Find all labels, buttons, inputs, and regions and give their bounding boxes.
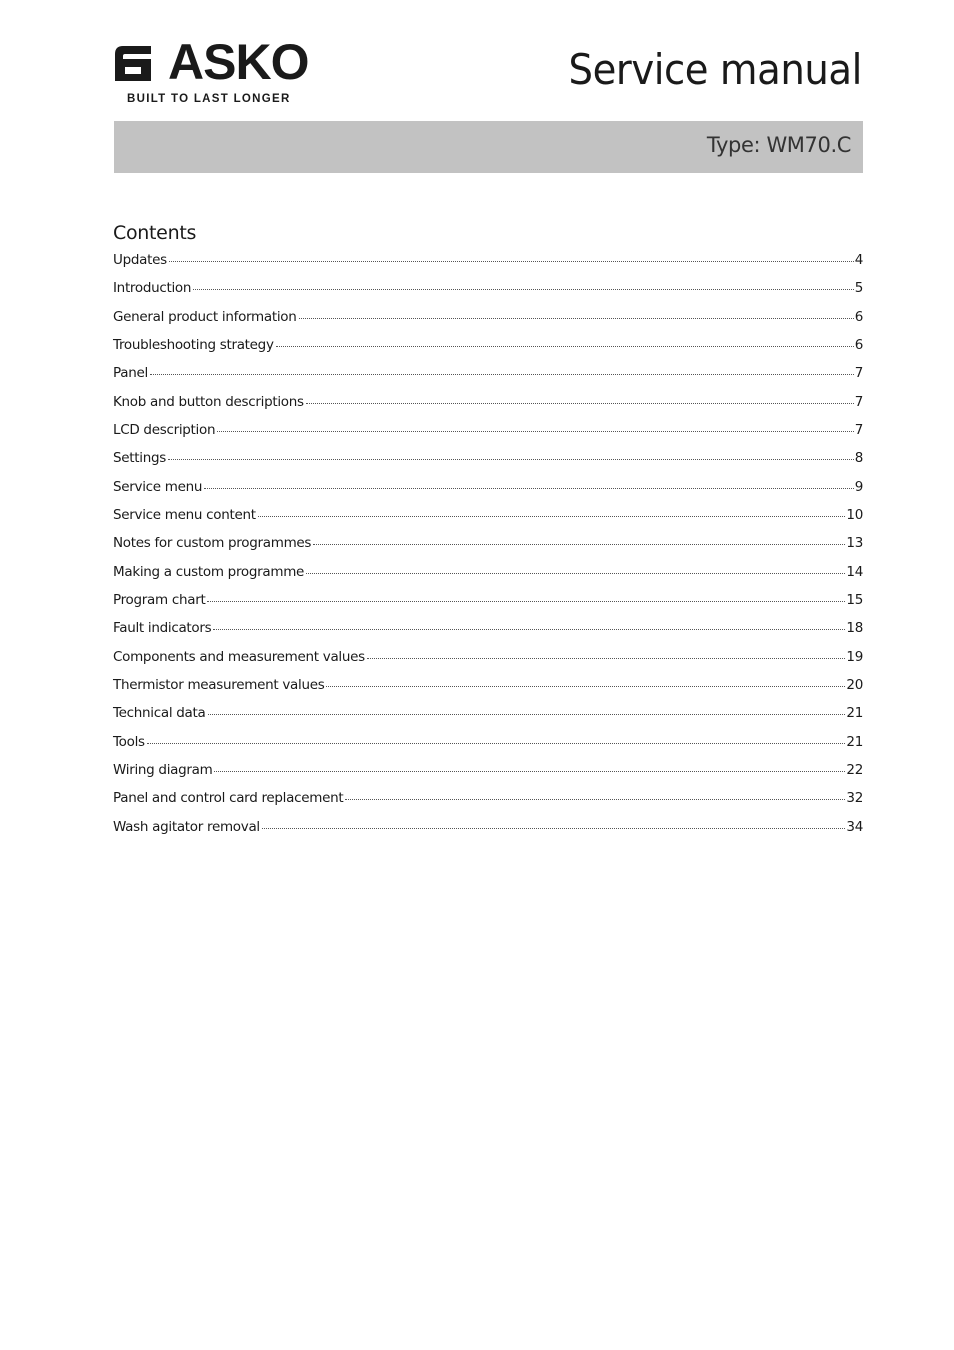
toc-entry[interactable] [113, 507, 863, 535]
toc-entry[interactable] [113, 705, 863, 733]
toc-entry-title: Updates [113, 252, 167, 268]
toc-entry-title: Tools [113, 733, 145, 750]
toc-entry[interactable] [113, 620, 863, 648]
toc-dot-leader [306, 572, 845, 574]
toc-entry-page: 6 [854, 308, 863, 325]
toc-dot-leader [326, 685, 845, 687]
toc-entry[interactable] [113, 790, 863, 818]
toc-entry[interactable] [113, 592, 863, 620]
toc-entry-title: Making a custom programme [113, 563, 305, 580]
toc-entry-title: Introduction [113, 280, 192, 297]
toc-entry-title: General product information [113, 308, 297, 325]
toc-entry-title: Panel [113, 365, 148, 382]
toc-entry-page: 14 [846, 563, 863, 580]
toc-entry[interactable] [113, 309, 863, 337]
toc-entry-title: Components and measurement values [113, 648, 365, 665]
brand-tagline: BUILT TO LAST LONGER [127, 93, 291, 105]
toc-entry-page: 13 [846, 535, 863, 552]
toc-entry-page: 19 [846, 648, 863, 665]
toc-entry[interactable] [113, 422, 863, 450]
toc-entry[interactable] [113, 280, 863, 308]
toc-entry-page: 8 [854, 450, 863, 467]
toc-entry-page: 21 [846, 705, 863, 722]
toc-entry-title: Wash agitator removal [113, 818, 260, 835]
toc-entry[interactable] [113, 479, 863, 507]
toc-entry-page: 22 [846, 761, 863, 778]
type-band [114, 121, 863, 173]
toc-entry-page: 34 [846, 818, 863, 835]
toc-dot-leader [147, 742, 846, 744]
asko-logo-mark-icon [113, 43, 153, 83]
toc-entry[interactable] [113, 252, 863, 280]
toc-entry-page: 7 [854, 365, 863, 382]
toc-dot-leader [208, 713, 846, 715]
toc-dot-leader [258, 515, 846, 517]
toc-dot-leader [213, 628, 845, 630]
contents-heading: Contents [113, 222, 197, 244]
toc-entry-page: 7 [854, 393, 863, 410]
toc-dot-leader [193, 288, 854, 290]
toc-dot-leader [262, 827, 846, 829]
toc-entry-title: Service menu content [113, 506, 256, 523]
toc-dot-leader [204, 487, 854, 489]
toc-dot-leader [276, 345, 854, 347]
toc-dot-leader [150, 373, 854, 375]
toc-entry-title: Program chart [113, 591, 206, 608]
toc-entry-title: Knob and button descriptions [113, 393, 304, 410]
toc-entry[interactable] [113, 564, 863, 592]
toc-entry-page: 15 [846, 591, 863, 608]
toc-dot-leader [299, 317, 854, 319]
toc-dot-leader [306, 402, 854, 404]
toc-entry-page: 10 [846, 506, 863, 523]
toc-entry-title: Wiring diagram [113, 761, 213, 778]
toc-entry-title: LCD description [113, 421, 216, 438]
toc-entry-title: Notes for custom programmes [113, 535, 312, 552]
table-of-contents [113, 252, 863, 847]
toc-entry[interactable] [113, 535, 863, 563]
toc-entry-page: 4 [854, 252, 863, 268]
toc-entry-title: Technical data [113, 705, 206, 722]
toc-dot-leader [214, 770, 845, 772]
toc-dot-leader [345, 798, 845, 800]
toc-entry-page: 9 [854, 478, 863, 495]
model-type-label: Type: WM70.C [706, 133, 851, 157]
toc-entry[interactable] [113, 337, 863, 365]
toc-entry[interactable] [113, 450, 863, 478]
toc-entry-page: 18 [846, 620, 863, 637]
toc-entry-page: 6 [854, 336, 863, 353]
toc-entry-title: Panel and control card replacement [113, 790, 344, 807]
asko-logo [113, 34, 328, 108]
toc-entry[interactable] [113, 734, 863, 762]
toc-entry-title: Troubleshooting strategy [113, 336, 274, 353]
toc-entry-page: 20 [846, 676, 863, 693]
toc-entry-page: 21 [846, 733, 863, 750]
toc-dot-leader [313, 543, 845, 545]
toc-entry[interactable] [113, 649, 863, 677]
document-title: Service manual [568, 45, 862, 94]
toc-dot-leader [217, 430, 854, 432]
toc-entry[interactable] [113, 762, 863, 790]
toc-entry[interactable] [113, 677, 863, 705]
toc-entry[interactable] [113, 394, 863, 422]
toc-entry-title: Settings [113, 450, 166, 467]
toc-entry-title: Thermistor measurement values [113, 676, 325, 693]
toc-entry-title: Fault indicators [113, 620, 212, 637]
toc-entry[interactable] [113, 819, 863, 847]
toc-dot-leader [169, 260, 854, 262]
toc-dot-leader [367, 657, 846, 659]
toc-dot-leader [168, 458, 854, 460]
toc-entry-page: 32 [846, 790, 863, 807]
toc-entry-page: 7 [854, 421, 863, 438]
brand-wordmark: ASKO [168, 34, 309, 90]
toc-entry[interactable] [113, 365, 863, 393]
toc-entry-page: 5 [854, 280, 863, 297]
toc-entry-title: Service menu [113, 478, 203, 495]
toc-dot-leader [207, 600, 845, 602]
